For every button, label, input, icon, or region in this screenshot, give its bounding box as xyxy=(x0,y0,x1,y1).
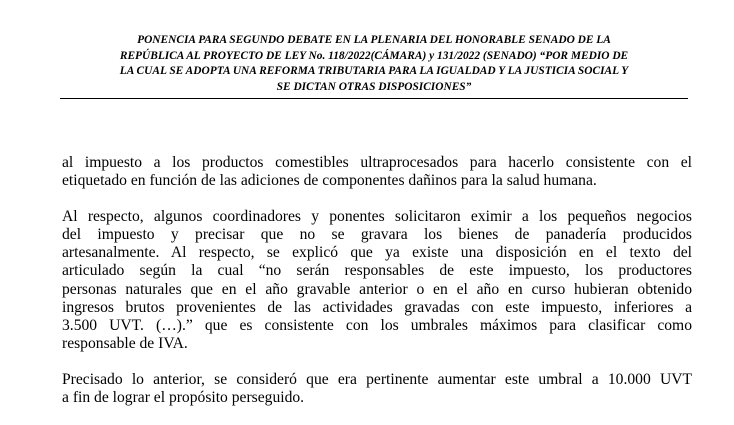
text-line: Al respecto, algunos coordinadores y ponentes solicitaron eximir a los pequeños negocios xyxy=(62,208,692,226)
text-line: articulado según la cual “no serán responsables de este impuesto, los productores xyxy=(62,262,692,280)
header-line: PONENCIA PARA SEGUNDO DEBATE EN LA PLENARIA DEL HONORABLE SENADO DE LA xyxy=(137,34,611,46)
text-line: personas naturales que en el año gravable anterior o en el año en curso hubieran obtenido xyxy=(62,280,692,298)
paragraph-1 xyxy=(62,154,692,190)
header-line: SE DICTAN OTRAS DISPOSICIONES” xyxy=(276,80,472,93)
header-line: REPÚBLICA AL PROYECTO DE LEY No. 118/2022(CÁMARA) y 131/2022 (SENADO) “POR MEDIO DE xyxy=(119,49,629,62)
header-divider xyxy=(60,98,688,99)
text-line: artesanalmente. Al respecto, se explicó que ya existe una disposición en el texto del xyxy=(62,244,692,262)
paragraph-2 xyxy=(62,208,692,353)
header-line: LA CUAL SE ADOPTA UNA REFORMA TRIBUTARIA PARA LA IGUALDAD Y LA JUSTICIA SOCIAL Y xyxy=(119,65,629,77)
document-header xyxy=(60,33,688,95)
text-line: 3.500 UVT. (…).” que es consistente con los umbrales máximos para clasificar como xyxy=(62,316,692,334)
document-body xyxy=(62,154,692,425)
text-line: a fin de lograr el propósito perseguido. xyxy=(62,389,305,407)
text-line: etiquetado en función de las adiciones de componentes dañinos para la salud humana. xyxy=(62,172,597,190)
text-line: ingresos brutos provenientes de las actividades gravadas con este impuesto, inferiores a xyxy=(62,298,692,316)
paragraph-3 xyxy=(62,371,692,407)
text-line: Precisado lo anterior, se consideró que era pertinente aumentar este umbral a 10.000 UVT xyxy=(62,370,692,388)
text-line: al impuesto a los productos comestibles ultraprocesados para hacerlo consistente con el xyxy=(62,154,692,171)
text-line: del impuesto y precisar que no se gravara los bienes de panadería producidos xyxy=(62,226,692,244)
text-line: responsable de IVA. xyxy=(62,334,188,352)
